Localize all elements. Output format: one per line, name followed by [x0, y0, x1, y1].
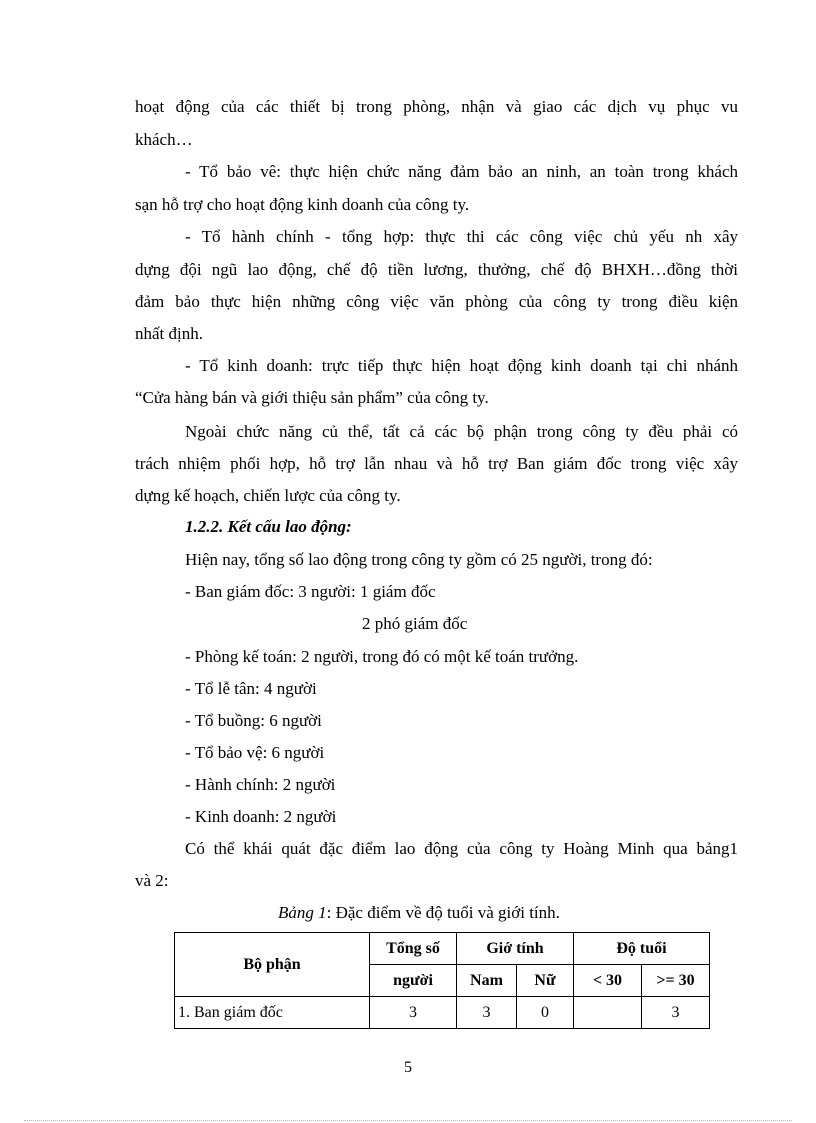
page-number: 5 [404, 1059, 412, 1076]
paragraph-line: - Tổ hành chính - tổng hợp: thực thi các công việc chủ yếu nh xây [185, 227, 738, 246]
list-item: - Tổ bảo vệ: 6 người [185, 743, 325, 762]
paragraph-line: sạn hỗ trợ cho hoạt động kinh doanh của công ty. [135, 195, 470, 214]
paragraph-line: khách… [135, 130, 193, 149]
labor-table [174, 932, 710, 1029]
paragraph-line: nhất định. [135, 324, 203, 343]
table-row [175, 997, 710, 1029]
header-age: Độ tuổi [574, 933, 710, 965]
paragraph-line: dựng kế hoạch, chiến lược của công ty. [135, 486, 401, 505]
intro-text: Hiện nay, tổng số lao động trong công ty gồm có 25 người, trong đó: [185, 550, 653, 569]
header-female: Nữ [517, 965, 574, 997]
paragraph-line: Ngoài chức năng củ thể, tất cả các bộ phận trong công ty đều phải có [185, 422, 738, 441]
table-caption-label: Bảng 1 [278, 903, 327, 922]
table-caption [278, 902, 560, 924]
list-item: - Kinh doanh: 2 người [185, 807, 337, 826]
paragraph-line: hoạt động của các thiết bị trong phòng, nhận và giao các dịch vụ phục vu [135, 97, 738, 116]
paragraph-line: đảm bảo thực hiện những công việc văn phòng của công ty trong điều kiện [135, 292, 738, 311]
header-total-line2: người [370, 965, 457, 997]
cell-female: 0 [517, 997, 574, 1029]
paragraph-line: dựng đội ngũ lao động, chế độ tiền lương, thưởng, chế độ BHXH…đồng thời [135, 260, 738, 279]
list-item: - Ban giám đốc: 3 người: 1 giám đốc [185, 582, 436, 601]
header-total-line1: Tổng số [370, 933, 457, 965]
list-item: - Phòng kế toán: 2 người, trong đó có một kế toán trưởng. [185, 647, 579, 666]
header-gender: Giớ tính [457, 933, 574, 965]
header-under-30: < 30 [574, 965, 642, 997]
cell-over-30: 3 [642, 997, 710, 1029]
section-heading: 1.2.2. Kết cấu lao động: [185, 517, 352, 536]
table-caption-text: : Đặc điểm về độ tuổi và giới tính. [326, 903, 560, 922]
header-department: Bộ phận [175, 933, 370, 997]
cell-male: 3 [457, 997, 517, 1029]
list-item: 2 phó giám đốc [362, 614, 468, 633]
paragraph-line: “Cửa hàng bán và giới thiệu sản phẩm” của công ty. [135, 388, 489, 407]
paragraph-line: - Tổ bảo vê: thực hiện chức năng đảm bảo an ninh, an toàn trong khách [185, 162, 738, 181]
paragraph-line: trách nhiệm phối hợp, hỗ trợ lẫn nhau và hỗ trợ Ban giám đốc trong việc xây [135, 454, 738, 473]
list-item: - Hành chính: 2 người [185, 775, 336, 794]
header-male: Nam [457, 965, 517, 997]
list-item: - Tổ lễ tân: 4 người [185, 679, 317, 698]
cell-total: 3 [370, 997, 457, 1029]
cell-under-30 [574, 997, 642, 1029]
list-item: - Tổ buồng: 6 người [185, 711, 322, 730]
header-over-30: >= 30 [642, 965, 710, 997]
page-edge-divider [24, 1120, 792, 1121]
summary-line: Có thể khái quát đặc điểm lao động của công ty Hoàng Minh qua bảng1 [185, 839, 738, 858]
paragraph-line: - Tổ kinh doanh: trực tiếp thực hiện hoạt động kinh doanh tại chi nhánh [185, 356, 738, 375]
summary-line: và 2: [135, 871, 169, 890]
cell-department: 1. Ban giám đốc [175, 997, 370, 1029]
